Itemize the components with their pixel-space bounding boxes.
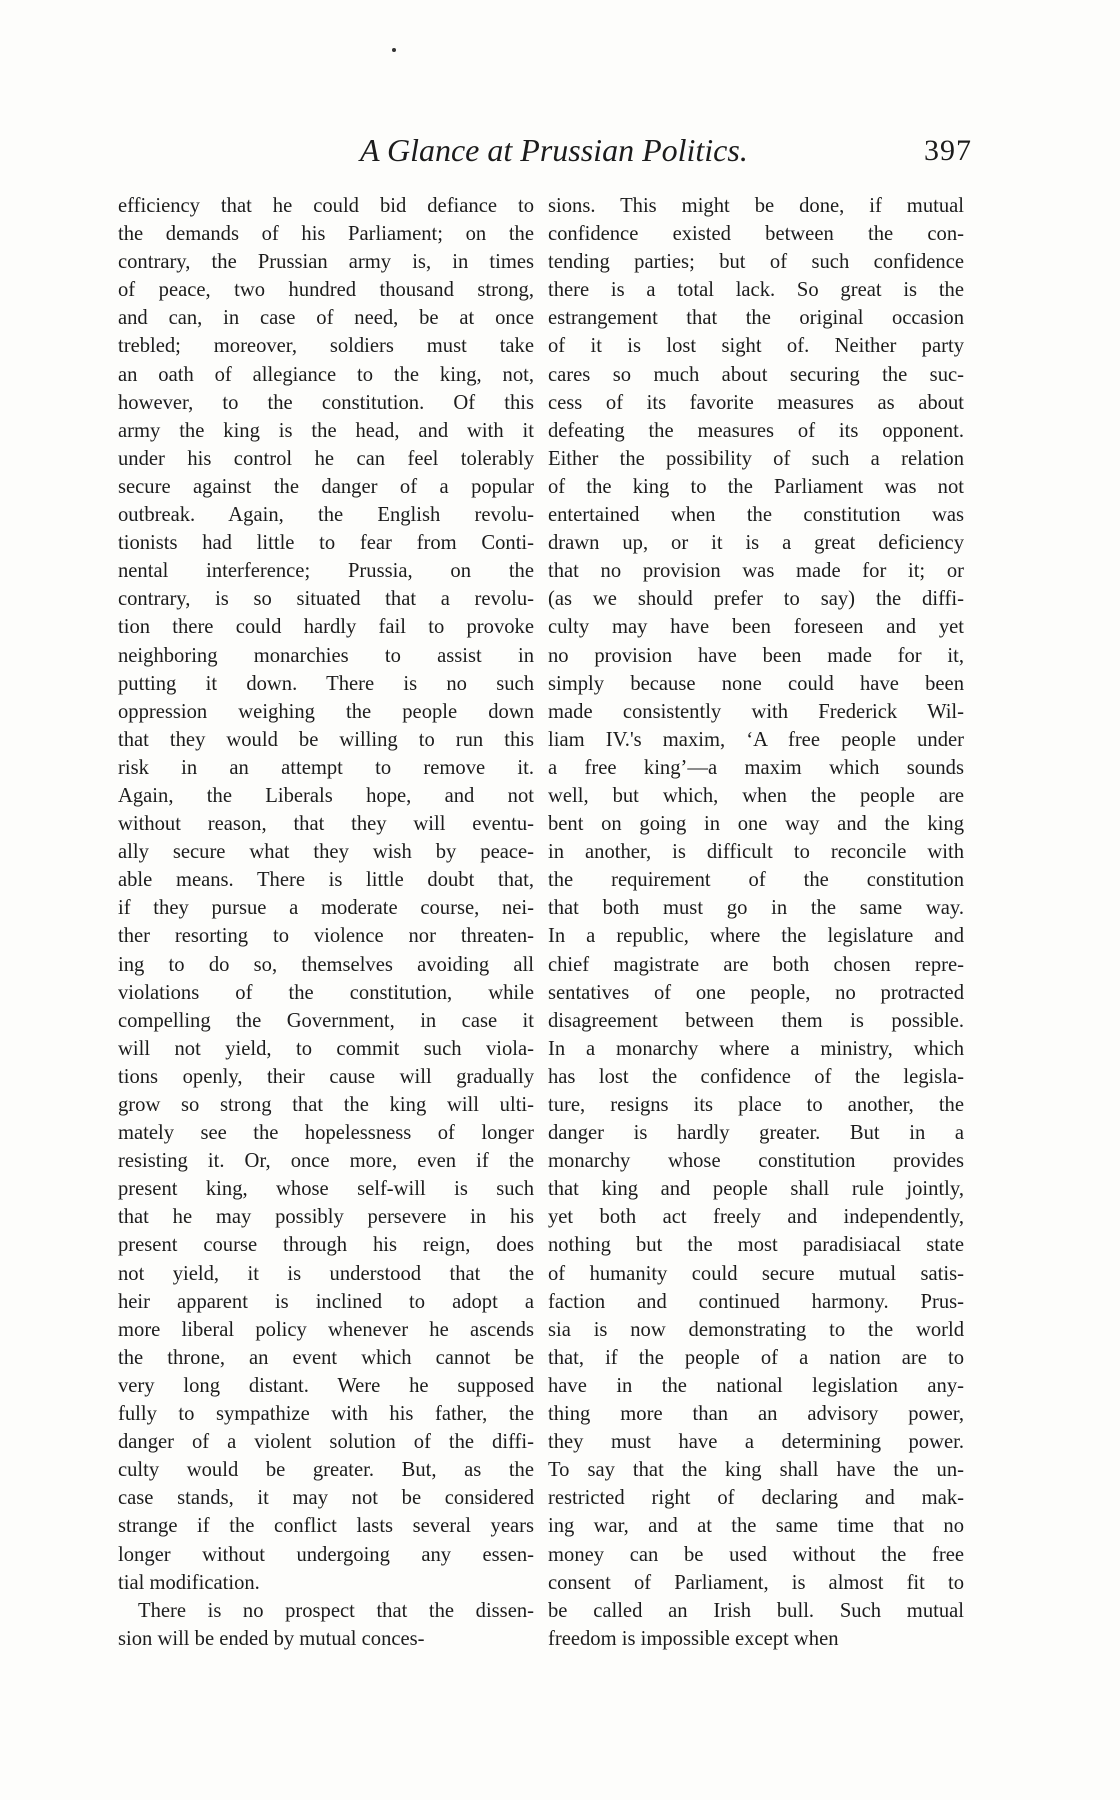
text-line: well, but which, when the people are <box>548 784 964 807</box>
text-line: will not yield, to commit such viola- <box>118 1037 534 1060</box>
text-line: In a republic, where the legislature and <box>548 925 964 948</box>
text-line: has lost the confidence of the legisla- <box>548 1065 964 1088</box>
text-line: ture, resigns its place to another, the <box>548 1094 964 1116</box>
text-line: culty would be greater. But, as the <box>118 1459 534 1482</box>
text-line: Either the possibility of such a relation <box>548 447 964 470</box>
text-line: that no provision was made for it; or <box>548 560 964 583</box>
text-line: cess of its favorite measures as about <box>548 391 964 414</box>
text-line: army the king is the head, and with it <box>118 419 534 442</box>
text-line: cares so much about securing the suc- <box>548 363 964 386</box>
text-line: of peace, two hundred thousand strong, <box>118 279 534 302</box>
page-number: 397 <box>924 134 972 167</box>
text-line: sion will be ended by mutual conces- <box>118 1627 425 1650</box>
text-line: simply because none could have been <box>548 672 964 695</box>
text-line: danger of a violent solution of the diffi- <box>118 1431 534 1454</box>
text-line: There is no prospect that the dissen- <box>138 1599 534 1622</box>
text-line: (as we should prefer to say) the diffi- <box>548 588 964 611</box>
text-line: ing war, and at the same time that no <box>548 1515 964 1538</box>
text-line: yet both act freely and independently, <box>548 1206 964 1229</box>
text-line: fully to sympathize with his father, the <box>118 1403 534 1426</box>
text-line: risk in an attempt to remove it. <box>118 756 534 779</box>
text-line: ther resorting to violence nor threaten- <box>118 925 534 948</box>
text-line: very long distant. Were he supposed <box>118 1374 534 1397</box>
text-line: contrary, is so situated that a revolu- <box>118 588 534 611</box>
text-line: more liberal policy whenever he ascends <box>118 1318 534 1341</box>
text-line: tial modification. <box>118 1571 260 1594</box>
text-line: To say that the king shall have the un- <box>548 1459 964 1482</box>
text-line: thing more than an advisory power, <box>548 1403 964 1426</box>
text-line: that they would be willing to run this <box>118 728 534 751</box>
text-line: and can, in case of need, be at once <box>118 307 534 330</box>
text-line: present course through his reign, does <box>118 1234 534 1257</box>
text-line: strange if the conflict lasts several years <box>118 1515 534 1538</box>
text-line: drawn up, or it is a great deficiency <box>548 532 964 555</box>
running-header-title: A Glance at Prussian Politics. <box>360 132 748 168</box>
text-line: that, if the people of a nation are to <box>548 1346 964 1369</box>
text-line: made consistently with Frederick Wil- <box>548 700 964 723</box>
text-line: no provision have been made for it, <box>548 644 964 667</box>
text-line: money can be used without the free <box>548 1543 964 1566</box>
text-line: sions. This might be done, if mutual <box>548 195 964 217</box>
text-line: be called an Irish bull. Such mutual <box>548 1599 964 1622</box>
text-line: consent of Parliament, is almost fit to <box>548 1571 964 1594</box>
text-line: tending parties; but of such confidence <box>548 251 964 274</box>
text-line: nental interference; Prussia, on the <box>118 560 534 583</box>
text-line: bent on going in one way and the king <box>548 813 964 836</box>
text-line: sentatives of one people, no protracted <box>548 981 964 1004</box>
text-line: nothing but the most paradisiacal state <box>548 1234 964 1257</box>
text-line: of humanity could secure mutual satis- <box>548 1262 964 1285</box>
text-line: confidence existed between the con- <box>548 223 964 246</box>
text-line: if they pursue a moderate course, nei- <box>118 897 534 920</box>
text-line: that both must go in the same way. <box>548 897 964 920</box>
text-line: present king, whose self-will is such <box>118 1178 534 1201</box>
text-line: efficiency that he could bid defiance to <box>118 195 534 217</box>
left-column <box>118 192 534 1653</box>
text-line: tionists had little to fear from Conti- <box>118 532 534 555</box>
text-line: heir apparent is inclined to adopt a <box>118 1290 534 1313</box>
text-line: longer without undergoing any essen- <box>118 1543 534 1566</box>
text-line: case stands, it may not be considered <box>118 1487 534 1510</box>
text-line: in another, is difficult to reconcile with <box>548 841 964 864</box>
text-line: without reason, that they will eventu- <box>118 813 534 836</box>
text-line: disagreement between them is possible. <box>548 1009 964 1032</box>
text-line: estrangement that the original occasion <box>548 307 964 330</box>
text-line: under his control he can feel tolerably <box>118 447 534 470</box>
text-line: the requirement of the constitution <box>548 869 964 892</box>
text-line: able means. There is little doubt that, <box>118 869 534 892</box>
text-line: faction and continued harmony. Prus- <box>548 1290 964 1313</box>
text-line: of the king to the Parliament was not <box>548 475 964 498</box>
text-line: ing to do so, themselves avoiding all <box>118 953 534 976</box>
text-line: contrary, the Prussian army is, in times <box>118 251 534 274</box>
text-line: monarchy whose constitution provides <box>548 1150 964 1173</box>
text-line: grow so strong that the king will ulti- <box>118 1094 534 1116</box>
text-line: liam IV.'s maxim, ‘A free people under <box>548 728 964 751</box>
text-line: Again, the Liberals hope, and not <box>118 784 534 807</box>
text-line: entertained when the constitution was <box>548 504 964 527</box>
text-line: tions openly, their cause will gradually <box>118 1065 534 1088</box>
text-line: secure against the danger of a popular <box>118 475 534 498</box>
text-line: that king and people shall rule jointly, <box>548 1178 964 1201</box>
text-line: a free king’—a maxim which sounds <box>548 756 964 779</box>
text-line: oppression weighing the people down <box>118 700 534 723</box>
text-line: danger is hardly greater. But in a <box>548 1122 964 1145</box>
text-line: mately see the hopelessness of longer <box>118 1122 534 1145</box>
print-speck <box>392 48 396 52</box>
text-line: tion there could hardly fail to provoke <box>118 616 534 639</box>
text-line: they must have a determining power. <box>548 1431 964 1454</box>
text-line: sia is now demonstrating to the world <box>548 1318 964 1341</box>
text-line: not yield, it is understood that the <box>118 1262 534 1285</box>
text-line: there is a total lack. So great is the <box>548 279 964 302</box>
text-line: ally secure what they wish by peace- <box>118 841 534 864</box>
right-column <box>548 192 964 1653</box>
text-line: have in the national legislation any- <box>548 1374 964 1397</box>
text-line: that he may possibly persevere in his <box>118 1206 534 1229</box>
text-line: trebled; moreover, soldiers must take <box>118 335 534 358</box>
text-line: an oath of allegiance to the king, not, <box>118 363 534 386</box>
text-line: outbreak. Again, the English revolu- <box>118 504 534 527</box>
text-line: restricted right of declaring and mak- <box>548 1487 964 1510</box>
text-line: In a monarchy where a ministry, which <box>548 1037 964 1060</box>
text-line: resisting it. Or, once more, even if the <box>118 1150 534 1173</box>
text-line: culty may have been foreseen and yet <box>548 616 964 639</box>
text-line: of it is lost sight of. Neither party <box>548 335 964 358</box>
text-line: putting it down. There is no such <box>118 672 534 695</box>
text-line: violations of the constitution, while <box>118 981 534 1004</box>
text-line: chief magistrate are both chosen repre- <box>548 953 964 976</box>
text-line: however, to the constitution. Of this <box>118 391 534 414</box>
text-line: compelling the Government, in case it <box>118 1009 534 1032</box>
text-line: freedom is impossible except when <box>548 1627 839 1650</box>
text-line: defeating the measures of its opponent. <box>548 419 964 442</box>
text-line: the demands of his Parliament; on the <box>118 223 534 246</box>
text-line: neighboring monarchies to assist in <box>118 644 534 667</box>
text-line: the throne, an event which cannot be <box>118 1346 534 1369</box>
